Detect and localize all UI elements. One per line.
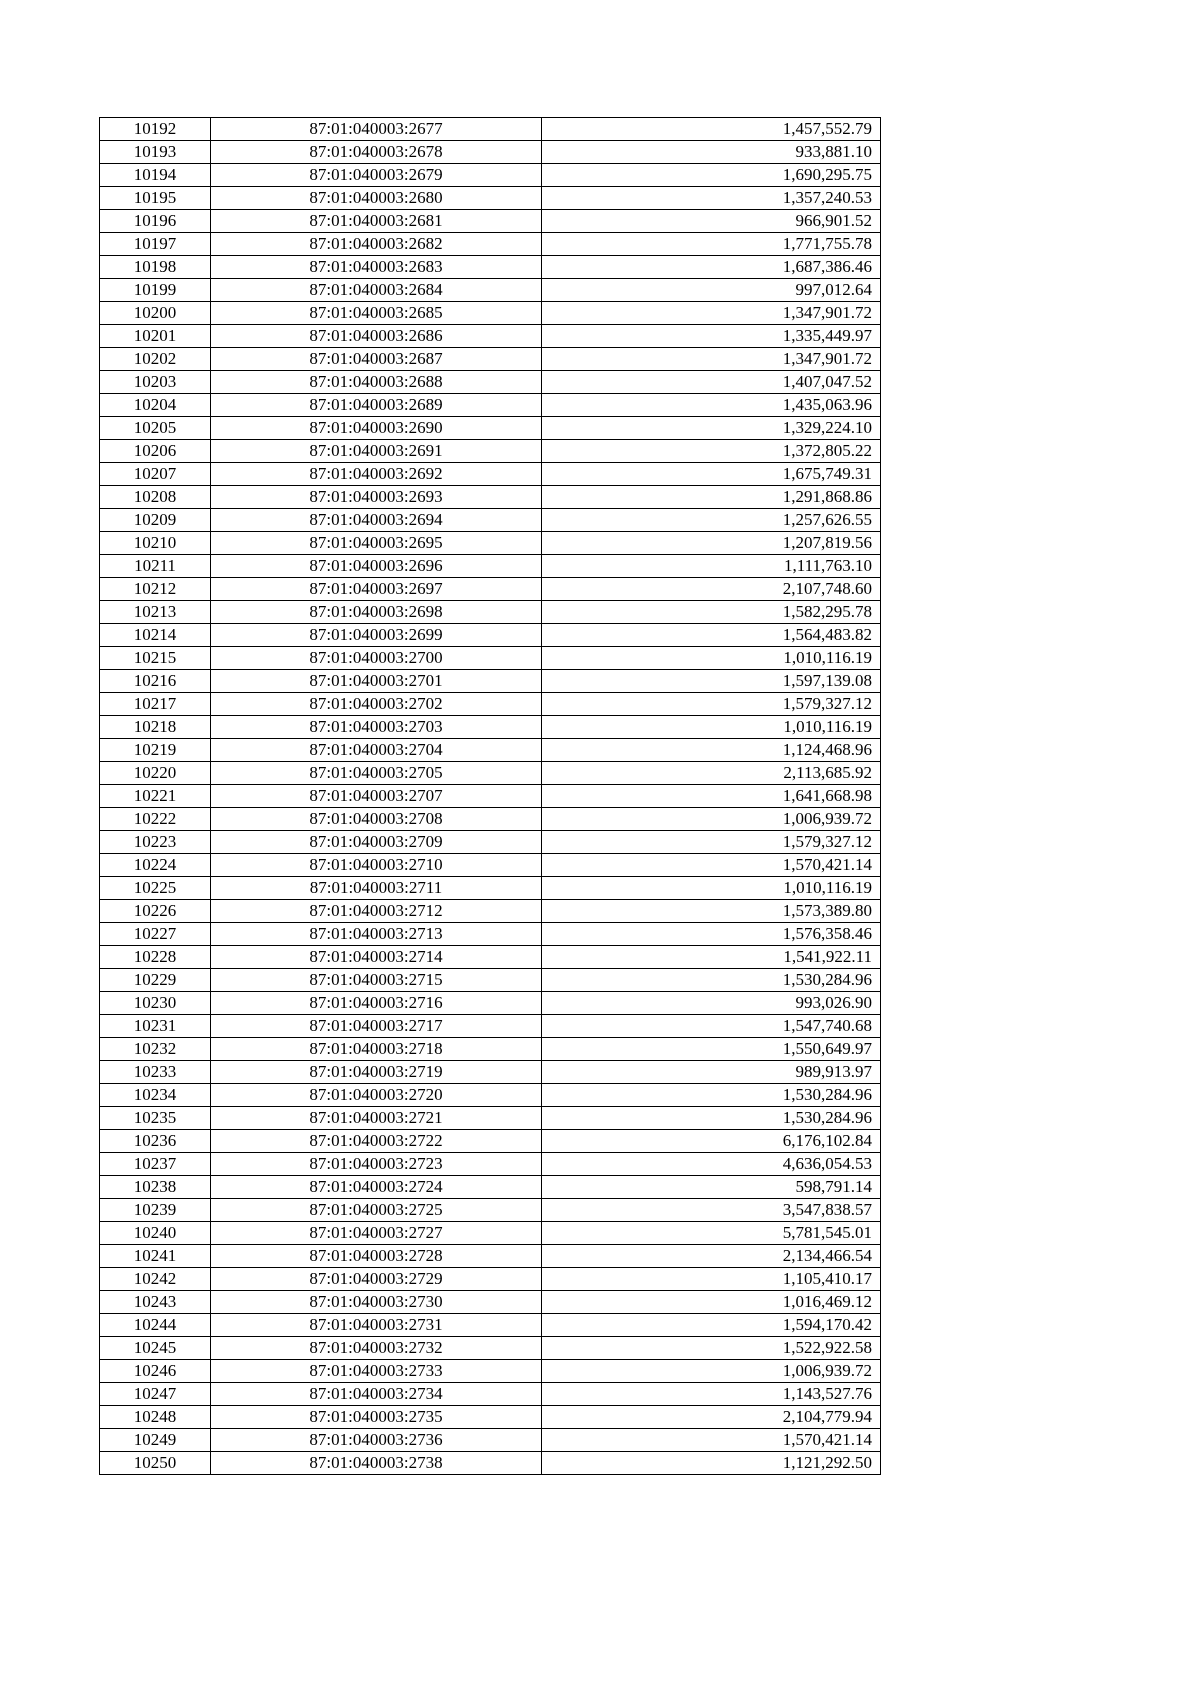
cadastral-number-cell: 87:01:040003:2695 xyxy=(211,532,542,555)
cadastral-number-cell: 87:01:040003:2719 xyxy=(211,1061,542,1084)
table-row xyxy=(100,256,881,279)
row-number-cell: 10206 xyxy=(100,440,211,463)
value-cell: 933,881.10 xyxy=(542,141,881,164)
cadastral-number-cell: 87:01:040003:2678 xyxy=(211,141,542,164)
value-cell: 1,335,449.97 xyxy=(542,325,881,348)
value-cell: 997,012.64 xyxy=(542,279,881,302)
table-row xyxy=(100,1383,881,1406)
cadastral-number-cell: 87:01:040003:2696 xyxy=(211,555,542,578)
value-cell: 1,010,116.19 xyxy=(542,877,881,900)
value-cell: 598,791.14 xyxy=(542,1176,881,1199)
row-number-cell: 10226 xyxy=(100,900,211,923)
row-number-cell: 10219 xyxy=(100,739,211,762)
cadastral-number-cell: 87:01:040003:2688 xyxy=(211,371,542,394)
cadastral-number-cell: 87:01:040003:2712 xyxy=(211,900,542,923)
table-row xyxy=(100,371,881,394)
value-cell: 1,641,668.98 xyxy=(542,785,881,808)
table-row xyxy=(100,532,881,555)
value-cell: 993,026.90 xyxy=(542,992,881,1015)
table-row xyxy=(100,1015,881,1038)
table-row xyxy=(100,325,881,348)
value-cell: 1,541,922.11 xyxy=(542,946,881,969)
cadastral-number-cell: 87:01:040003:2700 xyxy=(211,647,542,670)
cadastral-number-cell: 87:01:040003:2677 xyxy=(211,118,542,141)
table-row xyxy=(100,831,881,854)
row-number-cell: 10222 xyxy=(100,808,211,831)
table-body xyxy=(100,118,881,1475)
cadastral-number-cell: 87:01:040003:2714 xyxy=(211,946,542,969)
value-cell: 1,257,626.55 xyxy=(542,509,881,532)
row-number-cell: 10200 xyxy=(100,302,211,325)
table-row xyxy=(100,1176,881,1199)
value-cell: 1,016,469.12 xyxy=(542,1291,881,1314)
table-row xyxy=(100,463,881,486)
row-number-cell: 10246 xyxy=(100,1360,211,1383)
table-row xyxy=(100,1153,881,1176)
cadastral-number-cell: 87:01:040003:2723 xyxy=(211,1153,542,1176)
value-cell: 1,564,483.82 xyxy=(542,624,881,647)
cadastral-number-cell: 87:01:040003:2727 xyxy=(211,1222,542,1245)
table-row xyxy=(100,647,881,670)
cadastral-number-cell: 87:01:040003:2728 xyxy=(211,1245,542,1268)
cadastral-value-table xyxy=(99,117,881,1475)
table-row xyxy=(100,302,881,325)
row-number-cell: 10197 xyxy=(100,233,211,256)
row-number-cell: 10210 xyxy=(100,532,211,555)
cadastral-number-cell: 87:01:040003:2683 xyxy=(211,256,542,279)
row-number-cell: 10209 xyxy=(100,509,211,532)
cadastral-number-cell: 87:01:040003:2692 xyxy=(211,463,542,486)
cadastral-number-cell: 87:01:040003:2733 xyxy=(211,1360,542,1383)
table-row xyxy=(100,1429,881,1452)
row-number-cell: 10225 xyxy=(100,877,211,900)
row-number-cell: 10233 xyxy=(100,1061,211,1084)
table-row xyxy=(100,1130,881,1153)
table-row xyxy=(100,1061,881,1084)
cadastral-number-cell: 87:01:040003:2730 xyxy=(211,1291,542,1314)
row-number-cell: 10249 xyxy=(100,1429,211,1452)
value-cell: 1,347,901.72 xyxy=(542,302,881,325)
value-cell: 966,901.52 xyxy=(542,210,881,233)
value-cell: 1,570,421.14 xyxy=(542,1429,881,1452)
value-cell: 1,291,868.86 xyxy=(542,486,881,509)
cadastral-number-cell: 87:01:040003:2702 xyxy=(211,693,542,716)
table-row xyxy=(100,923,881,946)
cadastral-number-cell: 87:01:040003:2681 xyxy=(211,210,542,233)
cadastral-number-cell: 87:01:040003:2732 xyxy=(211,1337,542,1360)
value-cell: 1,105,410.17 xyxy=(542,1268,881,1291)
value-cell: 1,550,649.97 xyxy=(542,1038,881,1061)
cadastral-number-cell: 87:01:040003:2708 xyxy=(211,808,542,831)
row-number-cell: 10229 xyxy=(100,969,211,992)
table-row xyxy=(100,877,881,900)
cadastral-number-cell: 87:01:040003:2722 xyxy=(211,1130,542,1153)
value-cell: 1,675,749.31 xyxy=(542,463,881,486)
row-number-cell: 10207 xyxy=(100,463,211,486)
value-cell: 2,113,685.92 xyxy=(542,762,881,785)
value-cell: 1,006,939.72 xyxy=(542,1360,881,1383)
cadastral-number-cell: 87:01:040003:2715 xyxy=(211,969,542,992)
value-cell: 1,457,552.79 xyxy=(542,118,881,141)
cadastral-number-cell: 87:01:040003:2720 xyxy=(211,1084,542,1107)
cadastral-number-cell: 87:01:040003:2701 xyxy=(211,670,542,693)
cadastral-number-cell: 87:01:040003:2734 xyxy=(211,1383,542,1406)
table-row xyxy=(100,440,881,463)
cadastral-number-cell: 87:01:040003:2721 xyxy=(211,1107,542,1130)
cadastral-number-cell: 87:01:040003:2691 xyxy=(211,440,542,463)
cadastral-number-cell: 87:01:040003:2682 xyxy=(211,233,542,256)
value-cell: 1,207,819.56 xyxy=(542,532,881,555)
row-number-cell: 10242 xyxy=(100,1268,211,1291)
cadastral-number-cell: 87:01:040003:2689 xyxy=(211,394,542,417)
value-cell: 1,143,527.76 xyxy=(542,1383,881,1406)
value-cell: 1,006,939.72 xyxy=(542,808,881,831)
cadastral-number-cell: 87:01:040003:2697 xyxy=(211,578,542,601)
table-row xyxy=(100,762,881,785)
value-cell: 1,594,170.42 xyxy=(542,1314,881,1337)
row-number-cell: 10203 xyxy=(100,371,211,394)
row-number-cell: 10205 xyxy=(100,417,211,440)
table-row xyxy=(100,992,881,1015)
table-row xyxy=(100,394,881,417)
table-row xyxy=(100,187,881,210)
table-row xyxy=(100,716,881,739)
cadastral-number-cell: 87:01:040003:2718 xyxy=(211,1038,542,1061)
value-cell: 1,372,805.22 xyxy=(542,440,881,463)
cadastral-number-cell: 87:01:040003:2684 xyxy=(211,279,542,302)
table-row xyxy=(100,670,881,693)
value-cell: 1,010,116.19 xyxy=(542,716,881,739)
cadastral-number-cell: 87:01:040003:2703 xyxy=(211,716,542,739)
row-number-cell: 10199 xyxy=(100,279,211,302)
row-number-cell: 10208 xyxy=(100,486,211,509)
cadastral-number-cell: 87:01:040003:2717 xyxy=(211,1015,542,1038)
value-cell: 1,124,468.96 xyxy=(542,739,881,762)
table-row xyxy=(100,1314,881,1337)
row-number-cell: 10241 xyxy=(100,1245,211,1268)
value-cell: 1,407,047.52 xyxy=(542,371,881,394)
cadastral-number-cell: 87:01:040003:2713 xyxy=(211,923,542,946)
row-number-cell: 10220 xyxy=(100,762,211,785)
value-cell: 1,530,284.96 xyxy=(542,1107,881,1130)
cadastral-number-cell: 87:01:040003:2694 xyxy=(211,509,542,532)
row-number-cell: 10204 xyxy=(100,394,211,417)
row-number-cell: 10202 xyxy=(100,348,211,371)
table-row xyxy=(100,900,881,923)
row-number-cell: 10214 xyxy=(100,624,211,647)
table-row xyxy=(100,785,881,808)
row-number-cell: 10193 xyxy=(100,141,211,164)
value-cell: 1,579,327.12 xyxy=(542,693,881,716)
table-row xyxy=(100,141,881,164)
cadastral-number-cell: 87:01:040003:2680 xyxy=(211,187,542,210)
table-row xyxy=(100,854,881,877)
row-number-cell: 10228 xyxy=(100,946,211,969)
row-number-cell: 10216 xyxy=(100,670,211,693)
table-row xyxy=(100,808,881,831)
row-number-cell: 10211 xyxy=(100,555,211,578)
table-row xyxy=(100,486,881,509)
cadastral-number-cell: 87:01:040003:2707 xyxy=(211,785,542,808)
row-number-cell: 10230 xyxy=(100,992,211,1015)
row-number-cell: 10250 xyxy=(100,1452,211,1475)
cadastral-number-cell: 87:01:040003:2690 xyxy=(211,417,542,440)
value-cell: 1,576,358.46 xyxy=(542,923,881,946)
value-cell: 1,579,327.12 xyxy=(542,831,881,854)
row-number-cell: 10224 xyxy=(100,854,211,877)
table-row xyxy=(100,969,881,992)
value-cell: 1,347,901.72 xyxy=(542,348,881,371)
row-number-cell: 10198 xyxy=(100,256,211,279)
value-cell: 2,134,466.54 xyxy=(542,1245,881,1268)
table-row xyxy=(100,210,881,233)
row-number-cell: 10227 xyxy=(100,923,211,946)
cadastral-number-cell: 87:01:040003:2698 xyxy=(211,601,542,624)
value-cell: 1,530,284.96 xyxy=(542,1084,881,1107)
table-row xyxy=(100,348,881,371)
cadastral-number-cell: 87:01:040003:2711 xyxy=(211,877,542,900)
value-cell: 1,530,284.96 xyxy=(542,969,881,992)
table-row xyxy=(100,1084,881,1107)
cadastral-number-cell: 87:01:040003:2704 xyxy=(211,739,542,762)
row-number-cell: 10231 xyxy=(100,1015,211,1038)
row-number-cell: 10218 xyxy=(100,716,211,739)
value-cell: 1,010,116.19 xyxy=(542,647,881,670)
value-cell: 1,687,386.46 xyxy=(542,256,881,279)
cadastral-number-cell: 87:01:040003:2716 xyxy=(211,992,542,1015)
value-cell: 3,547,838.57 xyxy=(542,1199,881,1222)
value-cell: 1,582,295.78 xyxy=(542,601,881,624)
row-number-cell: 10192 xyxy=(100,118,211,141)
row-number-cell: 10243 xyxy=(100,1291,211,1314)
table-row xyxy=(100,693,881,716)
table-row xyxy=(100,1222,881,1245)
value-cell: 1,547,740.68 xyxy=(542,1015,881,1038)
table-row xyxy=(100,1245,881,1268)
cadastral-number-cell: 87:01:040003:2738 xyxy=(211,1452,542,1475)
cadastral-number-cell: 87:01:040003:2731 xyxy=(211,1314,542,1337)
row-number-cell: 10212 xyxy=(100,578,211,601)
table-row xyxy=(100,417,881,440)
cadastral-number-cell: 87:01:040003:2686 xyxy=(211,325,542,348)
row-number-cell: 10213 xyxy=(100,601,211,624)
value-cell: 2,107,748.60 xyxy=(542,578,881,601)
cadastral-number-cell: 87:01:040003:2679 xyxy=(211,164,542,187)
row-number-cell: 10217 xyxy=(100,693,211,716)
value-cell: 1,690,295.75 xyxy=(542,164,881,187)
table-row xyxy=(100,1268,881,1291)
value-cell: 5,781,545.01 xyxy=(542,1222,881,1245)
cadastral-number-cell: 87:01:040003:2710 xyxy=(211,854,542,877)
value-cell: 1,357,240.53 xyxy=(542,187,881,210)
cadastral-number-cell: 87:01:040003:2735 xyxy=(211,1406,542,1429)
value-cell: 1,570,421.14 xyxy=(542,854,881,877)
table-row xyxy=(100,164,881,187)
row-number-cell: 10239 xyxy=(100,1199,211,1222)
table-row xyxy=(100,233,881,256)
row-number-cell: 10236 xyxy=(100,1130,211,1153)
row-number-cell: 10240 xyxy=(100,1222,211,1245)
value-cell: 1,597,139.08 xyxy=(542,670,881,693)
cadastral-number-cell: 87:01:040003:2724 xyxy=(211,1176,542,1199)
cadastral-number-cell: 87:01:040003:2736 xyxy=(211,1429,542,1452)
row-number-cell: 10232 xyxy=(100,1038,211,1061)
table-row xyxy=(100,1038,881,1061)
table-row xyxy=(100,509,881,532)
table-row xyxy=(100,1107,881,1130)
row-number-cell: 10221 xyxy=(100,785,211,808)
value-cell: 1,121,292.50 xyxy=(542,1452,881,1475)
table-row xyxy=(100,1199,881,1222)
value-cell: 4,636,054.53 xyxy=(542,1153,881,1176)
table-row xyxy=(100,1337,881,1360)
cadastral-number-cell: 87:01:040003:2685 xyxy=(211,302,542,325)
row-number-cell: 10215 xyxy=(100,647,211,670)
row-number-cell: 10247 xyxy=(100,1383,211,1406)
table-row xyxy=(100,601,881,624)
table-row xyxy=(100,279,881,302)
row-number-cell: 10195 xyxy=(100,187,211,210)
table-row xyxy=(100,118,881,141)
cadastral-number-cell: 87:01:040003:2729 xyxy=(211,1268,542,1291)
table-row xyxy=(100,946,881,969)
value-cell: 1,329,224.10 xyxy=(542,417,881,440)
row-number-cell: 10248 xyxy=(100,1406,211,1429)
table-row xyxy=(100,1452,881,1475)
row-number-cell: 10245 xyxy=(100,1337,211,1360)
table-row xyxy=(100,1291,881,1314)
table-row xyxy=(100,578,881,601)
value-cell: 2,104,779.94 xyxy=(542,1406,881,1429)
cadastral-number-cell: 87:01:040003:2725 xyxy=(211,1199,542,1222)
table-row xyxy=(100,1360,881,1383)
value-cell: 1,573,389.80 xyxy=(542,900,881,923)
cadastral-number-cell: 87:01:040003:2693 xyxy=(211,486,542,509)
table-row xyxy=(100,1406,881,1429)
cadastral-number-cell: 87:01:040003:2687 xyxy=(211,348,542,371)
row-number-cell: 10237 xyxy=(100,1153,211,1176)
table-row xyxy=(100,739,881,762)
row-number-cell: 10235 xyxy=(100,1107,211,1130)
value-cell: 989,913.97 xyxy=(542,1061,881,1084)
row-number-cell: 10201 xyxy=(100,325,211,348)
row-number-cell: 10238 xyxy=(100,1176,211,1199)
row-number-cell: 10223 xyxy=(100,831,211,854)
row-number-cell: 10234 xyxy=(100,1084,211,1107)
value-cell: 1,522,922.58 xyxy=(542,1337,881,1360)
table-row xyxy=(100,624,881,647)
cadastral-number-cell: 87:01:040003:2705 xyxy=(211,762,542,785)
row-number-cell: 10196 xyxy=(100,210,211,233)
row-number-cell: 10244 xyxy=(100,1314,211,1337)
row-number-cell: 10194 xyxy=(100,164,211,187)
cadastral-number-cell: 87:01:040003:2709 xyxy=(211,831,542,854)
cadastral-number-cell: 87:01:040003:2699 xyxy=(211,624,542,647)
value-cell: 1,435,063.96 xyxy=(542,394,881,417)
value-cell: 1,111,763.10 xyxy=(542,555,881,578)
table-row xyxy=(100,555,881,578)
value-cell: 1,771,755.78 xyxy=(542,233,881,256)
value-cell: 6,176,102.84 xyxy=(542,1130,881,1153)
